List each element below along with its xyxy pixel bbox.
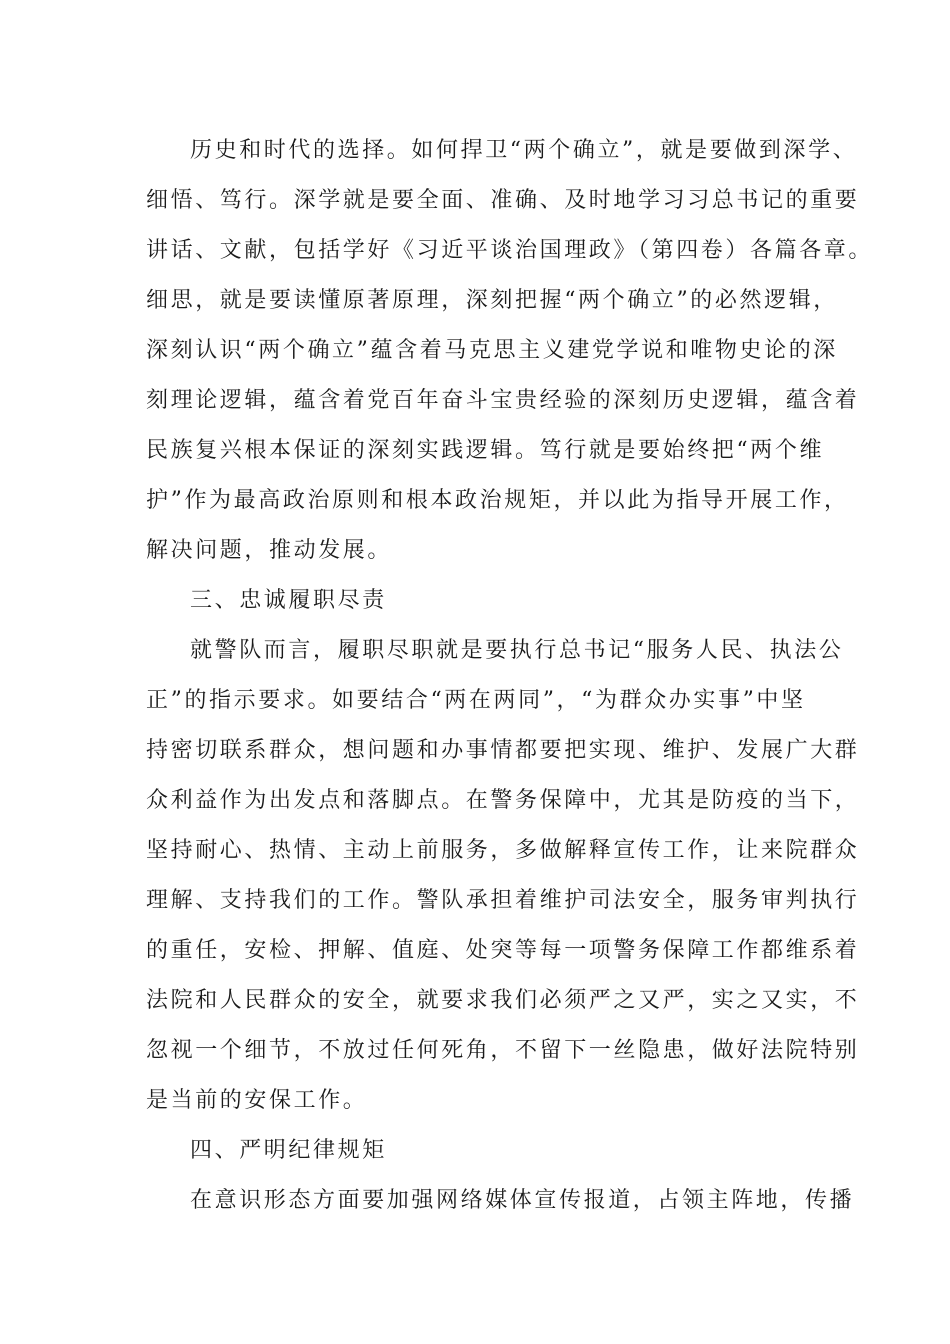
text-line: 细悟、笃行。深学就是要全面、准确、及时地学习习总书记的重要 [146,188,860,213]
text-line: 是当前的安保工作。 [146,1088,368,1113]
text-line: 忽视一个细节，不放过任何死角，不留下一丝隐患，做好法院特别 [146,1038,860,1063]
text-line: 民族复兴根本保证的深刻实践逻辑。笃行就是要始终把“两个维 [146,438,825,463]
text-line: 坚持耐心、热情、主动上前服务，多做解释宣传工作，让来院群众 [146,838,860,863]
text-line: 众利益作为出发点和落脚点。在警务保障中，尤其是防疫的当下， [146,788,860,813]
section-heading: 四、严明纪律规矩 [190,1138,387,1163]
text-line: 就警队而言，履职尽职就是要执行总书记“服务人民、执法公 [190,638,844,663]
text-line: 深刻认识“两个确立”蕴含着马克思主义建党学说和唯物史论的深 [146,338,838,363]
text-line: 刻理论逻辑，蕴含着党百年奋斗宝贵经验的深刻历史逻辑，蕴含着 [146,388,860,413]
text-line: 的重任，安检、押解、值庭、处突等每一项警务保障工作都维系着 [146,938,860,963]
text-line: 历史和时代的选择。如何捍卫“两个确立”，就是要做到深学、 [190,138,858,163]
text-line: 理解、支持我们的工作。警队承担着维护司法安全，服务审判执行 [146,888,860,913]
text-line: 法院和人民群众的安全，就要求我们必须严之又严，实之又实，不 [146,988,860,1013]
text-line: 在意识形态方面要加强网络媒体宣传报道，占领主阵地，传播 [190,1188,855,1213]
section-heading: 三、忠诚履职尽责 [190,588,387,613]
text-line: 正”的指示要求。如要结合“两在两同”，“为群众办实事”中坚 [146,688,806,713]
text-line: 持密切联系群众，想问题和办事情都要把实现、维护、发展广大群 [146,738,860,763]
text-line: 解决问题，推动发展。 [146,538,393,563]
text-line: 护”作为最高政治原则和根本政治规矩，并以此为指导开展工作， [146,488,849,513]
text-line: 讲话、文献，包括学好《习近平谈治国理政》（第四卷）各篇各章。 [146,238,874,263]
text-line: 细思，就是要读懂原著原理，深刻把握“两个确立”的必然逻辑， [146,288,838,313]
